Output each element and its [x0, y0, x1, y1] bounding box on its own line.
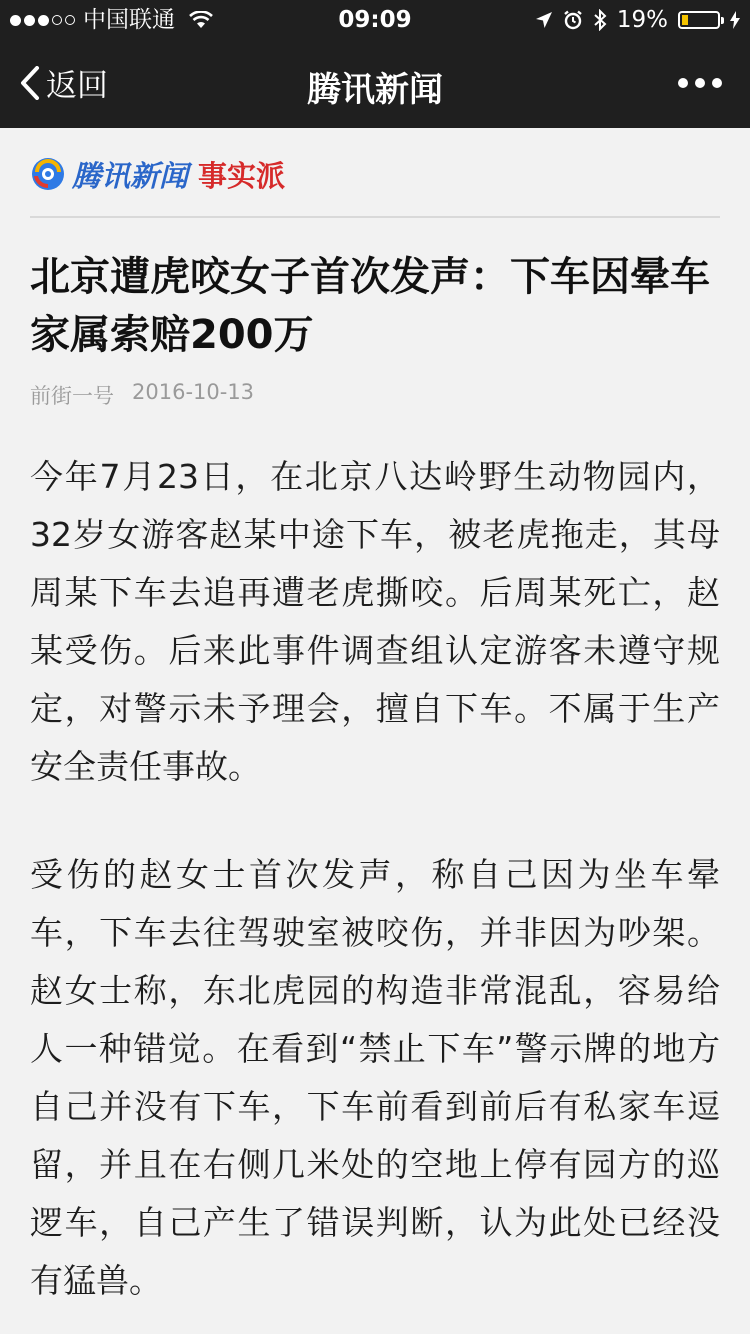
brand-tag: 事实派 [198, 158, 286, 193]
status-time: 09:09 [338, 7, 412, 33]
article-content [30, 128, 720, 1310]
location-arrow-icon [535, 11, 553, 29]
more-options-icon[interactable] [678, 78, 722, 88]
status-right [535, 0, 740, 40]
alarm-clock-icon [563, 10, 583, 30]
article-meta [30, 380, 720, 410]
battery-percent: 19% [616, 7, 668, 33]
carrier-label: 中国联通 [83, 7, 175, 33]
article-author: 前街一号 [30, 384, 114, 408]
bluetooth-icon [593, 9, 607, 31]
charging-bolt-icon [730, 11, 740, 29]
back-label: 返回 [46, 68, 108, 104]
tencent-news-logo-icon [30, 156, 66, 192]
brand-name: 腾讯新闻 [72, 158, 189, 193]
page-title: 腾讯新闻 [307, 70, 443, 110]
battery-icon [678, 11, 720, 29]
article-title: 北京遭虎咬女子首次发声：下车因晕车 家属索赔200万 [30, 254, 710, 358]
brand-header [30, 154, 720, 194]
divider [30, 216, 720, 218]
article-paragraph: 今年7月23日，在北京八达岭野生动物园内，32岁女游客赵某中途下车，被老虎拖走，其母周某下车去追再遭老虎撕咬。后周某死亡，赵某受伤。后来此事件调查组认定游客未遵守规定，对警示未予理会，擅自下车。不属于生产安全责任事故。 [30, 457, 720, 786]
status-bar [0, 0, 750, 40]
article-paragraph: 受伤的赵女士首次发声，称自己因为坐车晕车，下车去往驾驶室被咬伤，并非因为吵架。赵女士称，东北虎园的构造非常混乱，容易给人一种错觉。在看到“禁止下车”警示牌的地方自己并没有下车，下车前看到前后有私家车逗留，并且在右侧几米处的空地上停有园方的巡逻车，自己产生了错误判断，认为此处已经没有猛兽。 [30, 855, 720, 1300]
top-bar [0, 0, 750, 128]
navigation-bar [0, 40, 750, 128]
article-date: 2016-10-13 [132, 380, 255, 404]
